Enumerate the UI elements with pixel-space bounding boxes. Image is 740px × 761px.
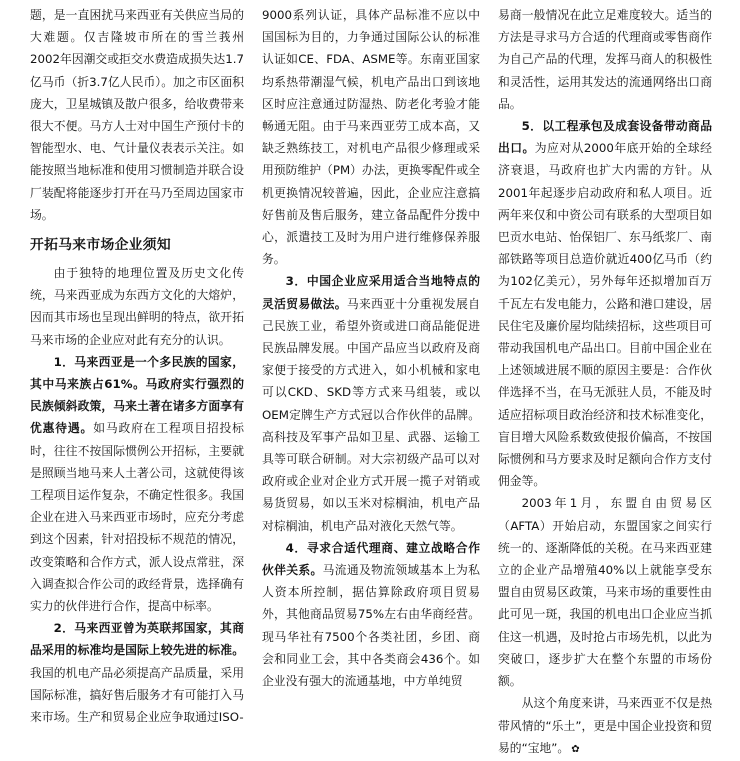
section-intro-paragraph: 由于独特的地理位置及历史文化传统，马来西亚成为东西方文化的大熔炉，因而其市场也呈现出鲜明的特点，欲开拓马来市场的企业应对此有充分的认识。 xyxy=(30,266,244,347)
point-3-body: 马来西亚十分重视发展自己民族工业，希望外资或进口商品能促进民族品牌发展。中国产品应当以政府及商家便于接受的方式进入，如小机械和家电可以CKD、SKD等方式来马组装，或以OEM定牌生产方式冠以合作伙伴的品牌。高科技及军事产品如卫星、武器、运输工具等可联合研制。对大宗初级产品可以对政府或企业对企业方式开展一揽子对销或易货贸易，如以玉米对棕榈油，机电产品对棕榈油，机电产品对液化天然气等。 xyxy=(262,296,480,533)
closing-text: 从这个角度来讲，马来西亚不仅是热带风情的“乐土”，更是中国企业投资和贸易的“宝地”。 xyxy=(498,696,712,755)
point-1-body: 如马政府在工程项目招投标时，往往不按国际惯例公开招标，主要就是照顾当地马来人土著公司，这就使得该工程项目运作复杂，不确定性很多。我国企业在进入马来西亚市场时，应充分考虑到这个因素，针对招投标不规范的情况，改变策略和合作方式，派人设点常驻，深入调查拟合作公司的政经背景，选择确有实力的伙伴进行合作，提高中标率。 xyxy=(30,421,244,614)
point-1-lead: 1．马来西亚是一个多民族的国家，其中马来族占61%。马政府实行强烈的民族倾斜政策，马来土著在诸多方面享有优惠待遇。 xyxy=(30,354,244,436)
end-mark-icon: ✿ xyxy=(571,743,580,755)
point-2-lead: 2．马来西亚曾为英联邦国家，其商品采用的标准均是国际上较先进的标准。 xyxy=(30,621,244,658)
paragraph-continued: 题，是一直困扰马来西亚有关供应当局的大难题。仅吉隆坡市所在的雪兰莪州2002年因潮交或拒交水费造成损失达1.7亿马币（折3.7亿人民币）。加之市区面积庞大，卫星城镇及散户很多，给收费带来很大不便。马方人士对中国生产预付卡的智能型水、电、气计量仪表表示关注。如能按照当地标准和使用习惯制造并联合设厂装配将能逐步打开在马乃至周边国家市场。 xyxy=(30,8,244,222)
point-4-paragraph xyxy=(262,537,480,692)
point-2-body: 我国的机电产品必须提高产品质量，采用国际标准，搞好售后服务才有可能打入马来市场。生产和贸易企业应争取通过ISO- xyxy=(30,665,244,725)
point-5-body: 为应对从2000年底开始的全球经济衰退，马政府也扩大内需的方针。从2001年起逐步启动政府和私人项目。近两年来仅和中资公司有联系的大型项目如巴贡水电站、怡保铝厂、东马纸浆厂、南部铁路等项目总造价就近400亿马币（约为102亿美元），另外每年还拟增加百万千瓦左右发电能力，公路和港口建设，居民住宅及廉价屋均陆续招标，这些项目可带动我国机电产品出口。目前中国企业在上述领域进展不顺的原因主要是：合作伙伴选择不当，在马无派驻人员，不能及时适应招标项目政治经济和技术标准变化，盲目增大风险系数致使报价偏高，不按国际惯例和马方要求及时足额向合作方支付佣金等。 xyxy=(498,141,712,489)
point-5-lead: 5．以工程承包及成套设备带动商品出口。 xyxy=(498,119,712,156)
point-3-paragraph xyxy=(262,270,480,536)
column-2 xyxy=(262,4,480,689)
point-4-body: 马流通及物流领域基本上为私人资本所控制，据估算除政府项目贸易外，其他商品贸易75%左右由华商经营。现马华社有7500个各类社团，乡团、商会和同业工会，其中各类商会436个。如企业没有强大的流通基地，中方单纯贸 xyxy=(262,563,480,689)
column-3 xyxy=(498,4,712,755)
closing-paragraph xyxy=(498,692,712,761)
section-heading: 开拓马来市场企业须知 xyxy=(30,237,171,254)
point-5-paragraph xyxy=(498,115,712,492)
afta-paragraph: 2003年1月，东盟自由贸易区（AFTA）开始启动，东盟国家之间实行统一的、逐渐降低的关税。在马来西亚建立的企业产品增殖40%以上就能享受东盟自由贸易区政策，马来市场的重要性由此可见一斑，我国的机电出口企业应当抓住这一机遇，及时抢占市场先机，以此为突破口，逐步扩大在整个东盟的市场份额。 xyxy=(498,496,712,689)
point-2-continued: 9000系列认证，具体产品标准不应以中国国标为目的，力争通过国际公认的标准认证如CE、FDA、ASME等。东南亚国家均系热带潮湿气候，机电产品出口到该地区时应注意通过防湿热、防老化考验才能畅通无阻。由于马来西亚劳工成本高，又缺乏熟练技工，对机电产品很少修理或采用预防维护（PM）办法，更换零配件或全机更换情况较普遍，因此，企业应注意搞好售前及售后服务，建立备品配件分拨中心，派遣技工及时为用户进行维修保养服务。 xyxy=(262,8,480,267)
point-3-lead: 3．中国企业应采用适合当地特点的灵活贸易做法。 xyxy=(262,274,480,311)
point-4-lead: 4．寻求合适代理商、建立战略合作伙伴关系。 xyxy=(262,540,480,578)
point-2-paragraph xyxy=(30,617,244,728)
point-4-continued: 易商一般情况在此立足难度较大。适当的方法是寻求马方合适的代理商或零售商作为自己产品的代理，发挥马商人的积极性和灵活性，运用其发达的流通网络出口商品。 xyxy=(498,8,712,111)
point-1-paragraph xyxy=(30,351,244,617)
column-1 xyxy=(30,4,244,725)
